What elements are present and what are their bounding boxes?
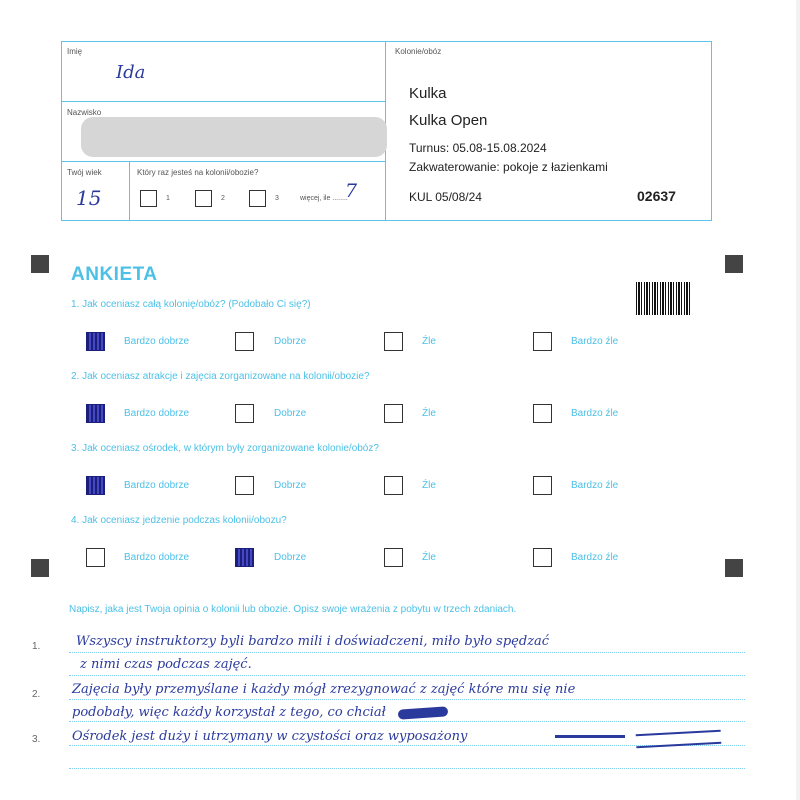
q3-label-zle: Źle xyxy=(422,480,436,491)
times-option-3: 3 xyxy=(275,195,279,202)
barcode xyxy=(636,282,691,315)
answer-line-4 xyxy=(69,721,745,722)
q2-checkbox-dobrze[interactable] xyxy=(235,404,254,423)
opinion-text-line-4[interactable]: podobały, więc każdy korzystał z tego, co chciał xyxy=(72,705,386,720)
q3-label-bardzo-zle: Bardzo źle xyxy=(571,480,619,491)
q1-label-bardzo-zle: Bardzo źle xyxy=(571,336,619,347)
imie-label: Imię xyxy=(67,47,83,56)
kolonie-label: Kolonie/obóz xyxy=(395,47,442,56)
opinion-text-line-1[interactable]: Wszyscy instruktorzy byli bardzo mili i doświadczeni, miło było spędzać xyxy=(76,634,550,649)
times-option-2: 2 xyxy=(221,195,225,202)
card-divider-age xyxy=(129,161,130,221)
registration-mark-bottom-left xyxy=(31,559,49,577)
answer-line-6 xyxy=(69,768,745,769)
q4-label-dobrze: Dobrze xyxy=(274,552,307,563)
q4-checkbox-bardzo-zle[interactable] xyxy=(533,548,552,567)
registration-mark-top-right xyxy=(725,255,743,273)
nazwisko-redacted xyxy=(81,117,387,157)
card-divider-1 xyxy=(61,101,386,102)
q4-label-zle: Źle xyxy=(422,552,436,563)
question-3: 3. Jak oceniasz ośrodek, w którym były zorganizowane kolonie/obóz? xyxy=(71,443,379,454)
q3-label-dobrze: Dobrze xyxy=(274,480,307,491)
answer-line-3 xyxy=(69,699,745,700)
wiek-value[interactable]: 15 xyxy=(76,186,102,210)
question-2: 2. Jak oceniasz atrakcje i zajęcia zorganizowane na kolonii/obozie? xyxy=(71,371,370,382)
card-divider-2 xyxy=(61,161,386,162)
q4-checkbox-dobrze[interactable] xyxy=(235,548,254,567)
scribble-2 xyxy=(555,735,625,738)
q3-checkbox-dobrze[interactable] xyxy=(235,476,254,495)
wiecej-value[interactable]: 7 xyxy=(345,180,358,202)
q1-checkbox-dobrze[interactable] xyxy=(235,332,254,351)
q2-label-bardzo-zle: Bardzo źle xyxy=(571,408,619,419)
opinion-instruction: Napisz, jaka jest Twoja opinia o kolonii lub obozie. Opisz swoje wrażenia z pobytu w trzech zdaniach. xyxy=(69,604,517,615)
q1-checkbox-bardzo-dobrze[interactable] xyxy=(86,332,105,351)
camp-turnus: Turnus: 05.08-15.08.2024 xyxy=(409,141,547,155)
times-checkbox-1[interactable] xyxy=(140,190,157,207)
q4-label-bardzo-dobrze: Bardzo dobrze xyxy=(124,552,190,563)
line-number-3: 3. xyxy=(32,734,41,745)
form-number: 02637 xyxy=(637,188,676,204)
opinion-text-line-3[interactable]: Zajęcia były przemyślane i każdy mógł zrezygnować z zajęć które mu się nie xyxy=(72,682,576,697)
registration-mark-top-left xyxy=(31,255,49,273)
q1-label-bardzo-dobrze: Bardzo dobrze xyxy=(124,336,190,347)
q4-checkbox-bardzo-dobrze[interactable] xyxy=(86,548,105,567)
wiek-label: Twój wiek xyxy=(67,168,102,177)
camp-name: Kulka xyxy=(409,85,447,102)
q3-checkbox-bardzo-dobrze[interactable] xyxy=(86,476,105,495)
registration-mark-bottom-right xyxy=(725,559,743,577)
q1-checkbox-bardzo-zle[interactable] xyxy=(533,332,552,351)
question-1: 1. Jak oceniasz całą kolonię/obóz? (Podobało Ci się?) xyxy=(71,299,311,310)
camp-program: Kulka Open xyxy=(409,112,488,129)
q2-checkbox-bardzo-zle[interactable] xyxy=(533,404,552,423)
survey-title: ANKIETA xyxy=(71,264,158,285)
q1-label-dobrze: Dobrze xyxy=(274,336,307,347)
wiecej-label: więcej, ile ........ xyxy=(300,195,348,202)
line-number-1: 1. xyxy=(32,641,41,652)
q2-checkbox-bardzo-dobrze[interactable] xyxy=(86,404,105,423)
answer-line-2 xyxy=(69,675,745,676)
opinion-text-line-5[interactable]: Ośrodek jest duży i utrzymany w czystości oraz wyposażony xyxy=(72,729,468,744)
q1-label-zle: Źle xyxy=(422,336,436,347)
q3-checkbox-bardzo-zle[interactable] xyxy=(533,476,552,495)
page-edge xyxy=(796,0,800,800)
q2-label-zle: Źle xyxy=(422,408,436,419)
times-option-1: 1 xyxy=(166,195,170,202)
q2-label-bardzo-dobrze: Bardzo dobrze xyxy=(124,408,190,419)
q3-label-bardzo-dobrze: Bardzo dobrze xyxy=(124,480,190,491)
answer-line-1 xyxy=(69,652,745,653)
opinion-text-line-2[interactable]: z nimi czas podczas zajęć. xyxy=(80,657,252,672)
q3-checkbox-zle[interactable] xyxy=(384,476,403,495)
q4-label-bardzo-zle: Bardzo źle xyxy=(571,552,619,563)
imie-value[interactable]: Ida xyxy=(116,62,146,83)
question-4: 4. Jak oceniasz jedzenie podczas kolonii/obozu? xyxy=(71,515,287,526)
times-checkbox-3[interactable] xyxy=(249,190,266,207)
camp-code: KUL 05/08/24 xyxy=(409,190,482,204)
q4-checkbox-zle[interactable] xyxy=(384,548,403,567)
camp-accommodation: Zakwaterowanie: pokoje z łazienkami xyxy=(409,160,608,174)
line-number-2: 2. xyxy=(32,689,41,700)
q2-checkbox-zle[interactable] xyxy=(384,404,403,423)
q1-checkbox-zle[interactable] xyxy=(384,332,403,351)
ktory-raz-label: Który raz jesteś na kolonii/obozie? xyxy=(137,168,259,177)
nazwisko-label: Nazwisko xyxy=(67,108,102,117)
times-checkbox-2[interactable] xyxy=(195,190,212,207)
scribble-1 xyxy=(398,706,449,719)
q2-label-dobrze: Dobrze xyxy=(274,408,307,419)
